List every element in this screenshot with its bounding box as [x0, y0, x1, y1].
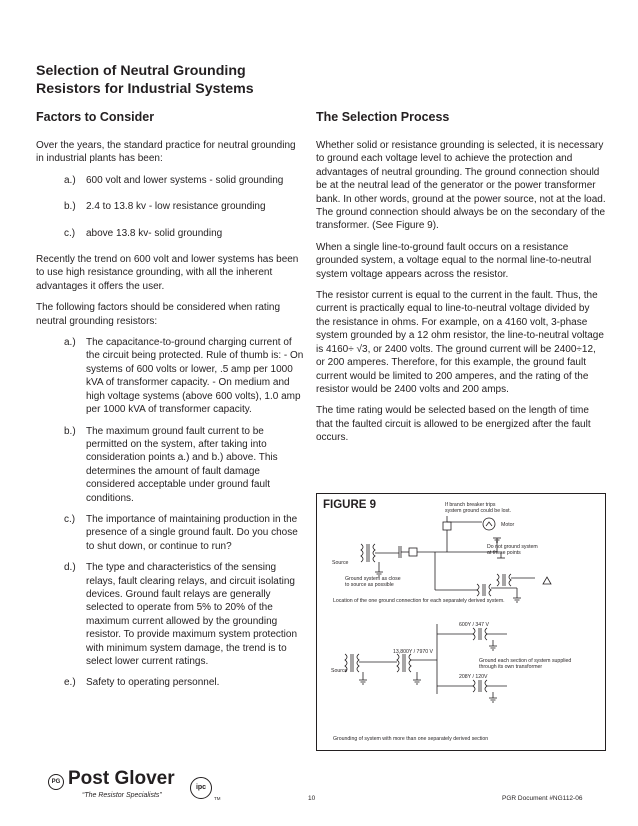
practice-item	[36, 174, 306, 187]
factor-label: a.)	[64, 337, 76, 349]
breaker-note-line-1: If branch breaker trips	[445, 502, 496, 508]
close-note-line-2: to source as possible	[345, 582, 394, 589]
factors-heading: Factors to Consider	[36, 110, 155, 124]
mid-transformer-bottom	[397, 624, 473, 694]
supply-note	[479, 658, 571, 670]
voltage-208-label: 208Y / 120V	[459, 674, 488, 680]
supply-note-line-2: through its own transformer	[479, 664, 543, 671]
no-ground-note-line-1: Do not ground system	[487, 544, 538, 550]
supply-note-line-1: Ground each section of system supplied	[479, 658, 572, 664]
factor-label: d.)	[64, 562, 76, 574]
figure-title: FIGURE 9	[323, 499, 377, 511]
factor-item	[36, 676, 306, 689]
trademark-mark: TM	[214, 796, 221, 801]
breaker-note	[445, 502, 511, 514]
factor-text: Safety to operating personnel.	[86, 677, 220, 689]
upper-branch-transformer	[473, 628, 507, 650]
right-column	[316, 110, 606, 453]
factor-item	[36, 425, 306, 505]
factor-item	[36, 561, 306, 668]
lower-branch-transformer	[473, 680, 507, 702]
close-note	[345, 576, 401, 588]
practice-text: above 13.8 kv- solid grounding	[86, 227, 223, 239]
selection-paragraph-3: The resistor current is equal to the current in the fault. Thus, the current is practically equal to line-to-neutral voltage divided by the resistance in ohms. For example, on a 4160 volt, 3-phase system grounded by a 12 ohm resistor, the line-to-neutral voltage is 4160÷ √3, or 2400 volts. The ground current will be 2400÷12, or 200 amperes. Therefore, for this example, the ground fault current would be limited to 200 amperes, and the rating of the resistor would be 2400 volts and 200 amps.	[316, 290, 604, 395]
intro-paragraph: Over the years, the standard practice for neutral grounding in industrial plants has been:	[36, 140, 296, 165]
source-label-top: Source	[332, 560, 349, 566]
factor-label: b.)	[64, 425, 76, 437]
factor-text: The maximum ground fault current to be permitted on the system, after taking into consideration points a.) and b.) above. This determines the amount of fault damage considered acceptable under ground fault conditions.	[86, 425, 278, 504]
title-line-2: Resistors for Industrial Systems	[36, 81, 254, 97]
practice-item	[36, 227, 306, 240]
factor-label: e.)	[64, 677, 76, 689]
page-number: 10	[308, 795, 316, 802]
page-title	[36, 62, 336, 98]
practice-label: c.)	[64, 227, 76, 239]
selection-heading: The Selection Process	[316, 110, 450, 124]
selection-paragraph-2: When a single line-to-ground fault occurs on a resistance grounded system, a voltage equal to the normal line-to-neutral system voltage appears across the resistor.	[316, 241, 592, 280]
practice-label: b.)	[64, 201, 76, 213]
secondary-transformer-top	[497, 552, 551, 602]
factor-item	[36, 336, 306, 416]
practice-text: 600 volt and lower systems - solid grounding	[86, 174, 284, 186]
source-transformer-bottom	[345, 654, 397, 684]
factor-text: The capacitance-to-ground charging current of the circuit being protected. Rule of thumb is: - On systems of 600 volts or lower, .5 amp per 1000 kVA of transformer capacity. - On medium and high voltage systems (above 600 volts), 1.0 amp per 1000 kVA of transformer capacity.	[86, 337, 304, 416]
selection-paragraph-4: The time rating would be selected based on the length of time that the faulted circuit is allowed to be energized after the fault occurs.	[316, 405, 591, 444]
practice-label: a.)	[64, 174, 76, 186]
brand-tagline: “The Resistor Specialists”	[82, 792, 162, 799]
voltage-13800-label: 13,800Y / 7970 V	[393, 649, 433, 655]
source-transformer-top	[361, 544, 399, 576]
factors-intro-paragraph: The following factors should be considered when rating neutral grounding resistors:	[36, 302, 281, 327]
document-number: PGR Document #NG112-06	[502, 795, 583, 802]
caption-top: Location of the one ground connection for each separately derived system.	[333, 598, 505, 604]
motor-label: Motor	[501, 522, 515, 528]
practice-item	[36, 200, 306, 213]
caption-bottom: Grounding of system with more than one separately derived section	[333, 736, 489, 742]
source-label-bottom: Source	[331, 668, 348, 674]
breaker-note-line-2: system ground could be lost.	[445, 508, 512, 515]
factor-label: c.)	[64, 513, 76, 525]
voltage-600-label: 600Y / 347 V	[459, 622, 489, 628]
close-note-line-1: Ground system as close	[345, 576, 401, 582]
pg-logo-icon: PG	[48, 774, 64, 790]
ipc-logo-icon: ipc	[190, 777, 212, 799]
factor-text: The importance of maintaining production in the presence of a single ground fault. Do you chose to shut down, or continue to run?	[86, 513, 298, 552]
brand-name: Post Glover	[68, 768, 175, 789]
practice-text: 2.4 to 13.8 kv - low resistance grounding	[86, 201, 266, 213]
figure-9	[316, 493, 606, 751]
no-ground-note	[487, 544, 538, 556]
left-column	[36, 110, 306, 698]
title-line-1: Selection of Neutral Grounding	[36, 63, 246, 79]
factor-item	[36, 513, 306, 553]
no-ground-note-line-2: at these points	[487, 550, 521, 557]
factor-text: The type and characteristics of the sensing relays, fault clearing relays, and circuit isolating devices. Ground fault relays are generally selected to operate from 5% to 20% of the maximum current allowed by the grounding resistor. To provide maximum system protection with minimum system damage, the trend is to select lower current ratings.	[86, 562, 298, 667]
trend-paragraph: Recently the trend on 600 volt and lower systems has been to use high resistance grounding, with all the inherent advantages it offers the user.	[36, 254, 299, 292]
selection-paragraph-1: Whether solid or resistance grounding is selected, it is necessary to ground each voltage level to achieve the protection and advantages of neutral grounding. The ground connection should be at the neutral lead of the generator or the power transformer bank. In other words, ground at the power source, not at the load. The ground connection should always be on the secondary of the transformer. (See Figure 9).	[316, 140, 606, 232]
